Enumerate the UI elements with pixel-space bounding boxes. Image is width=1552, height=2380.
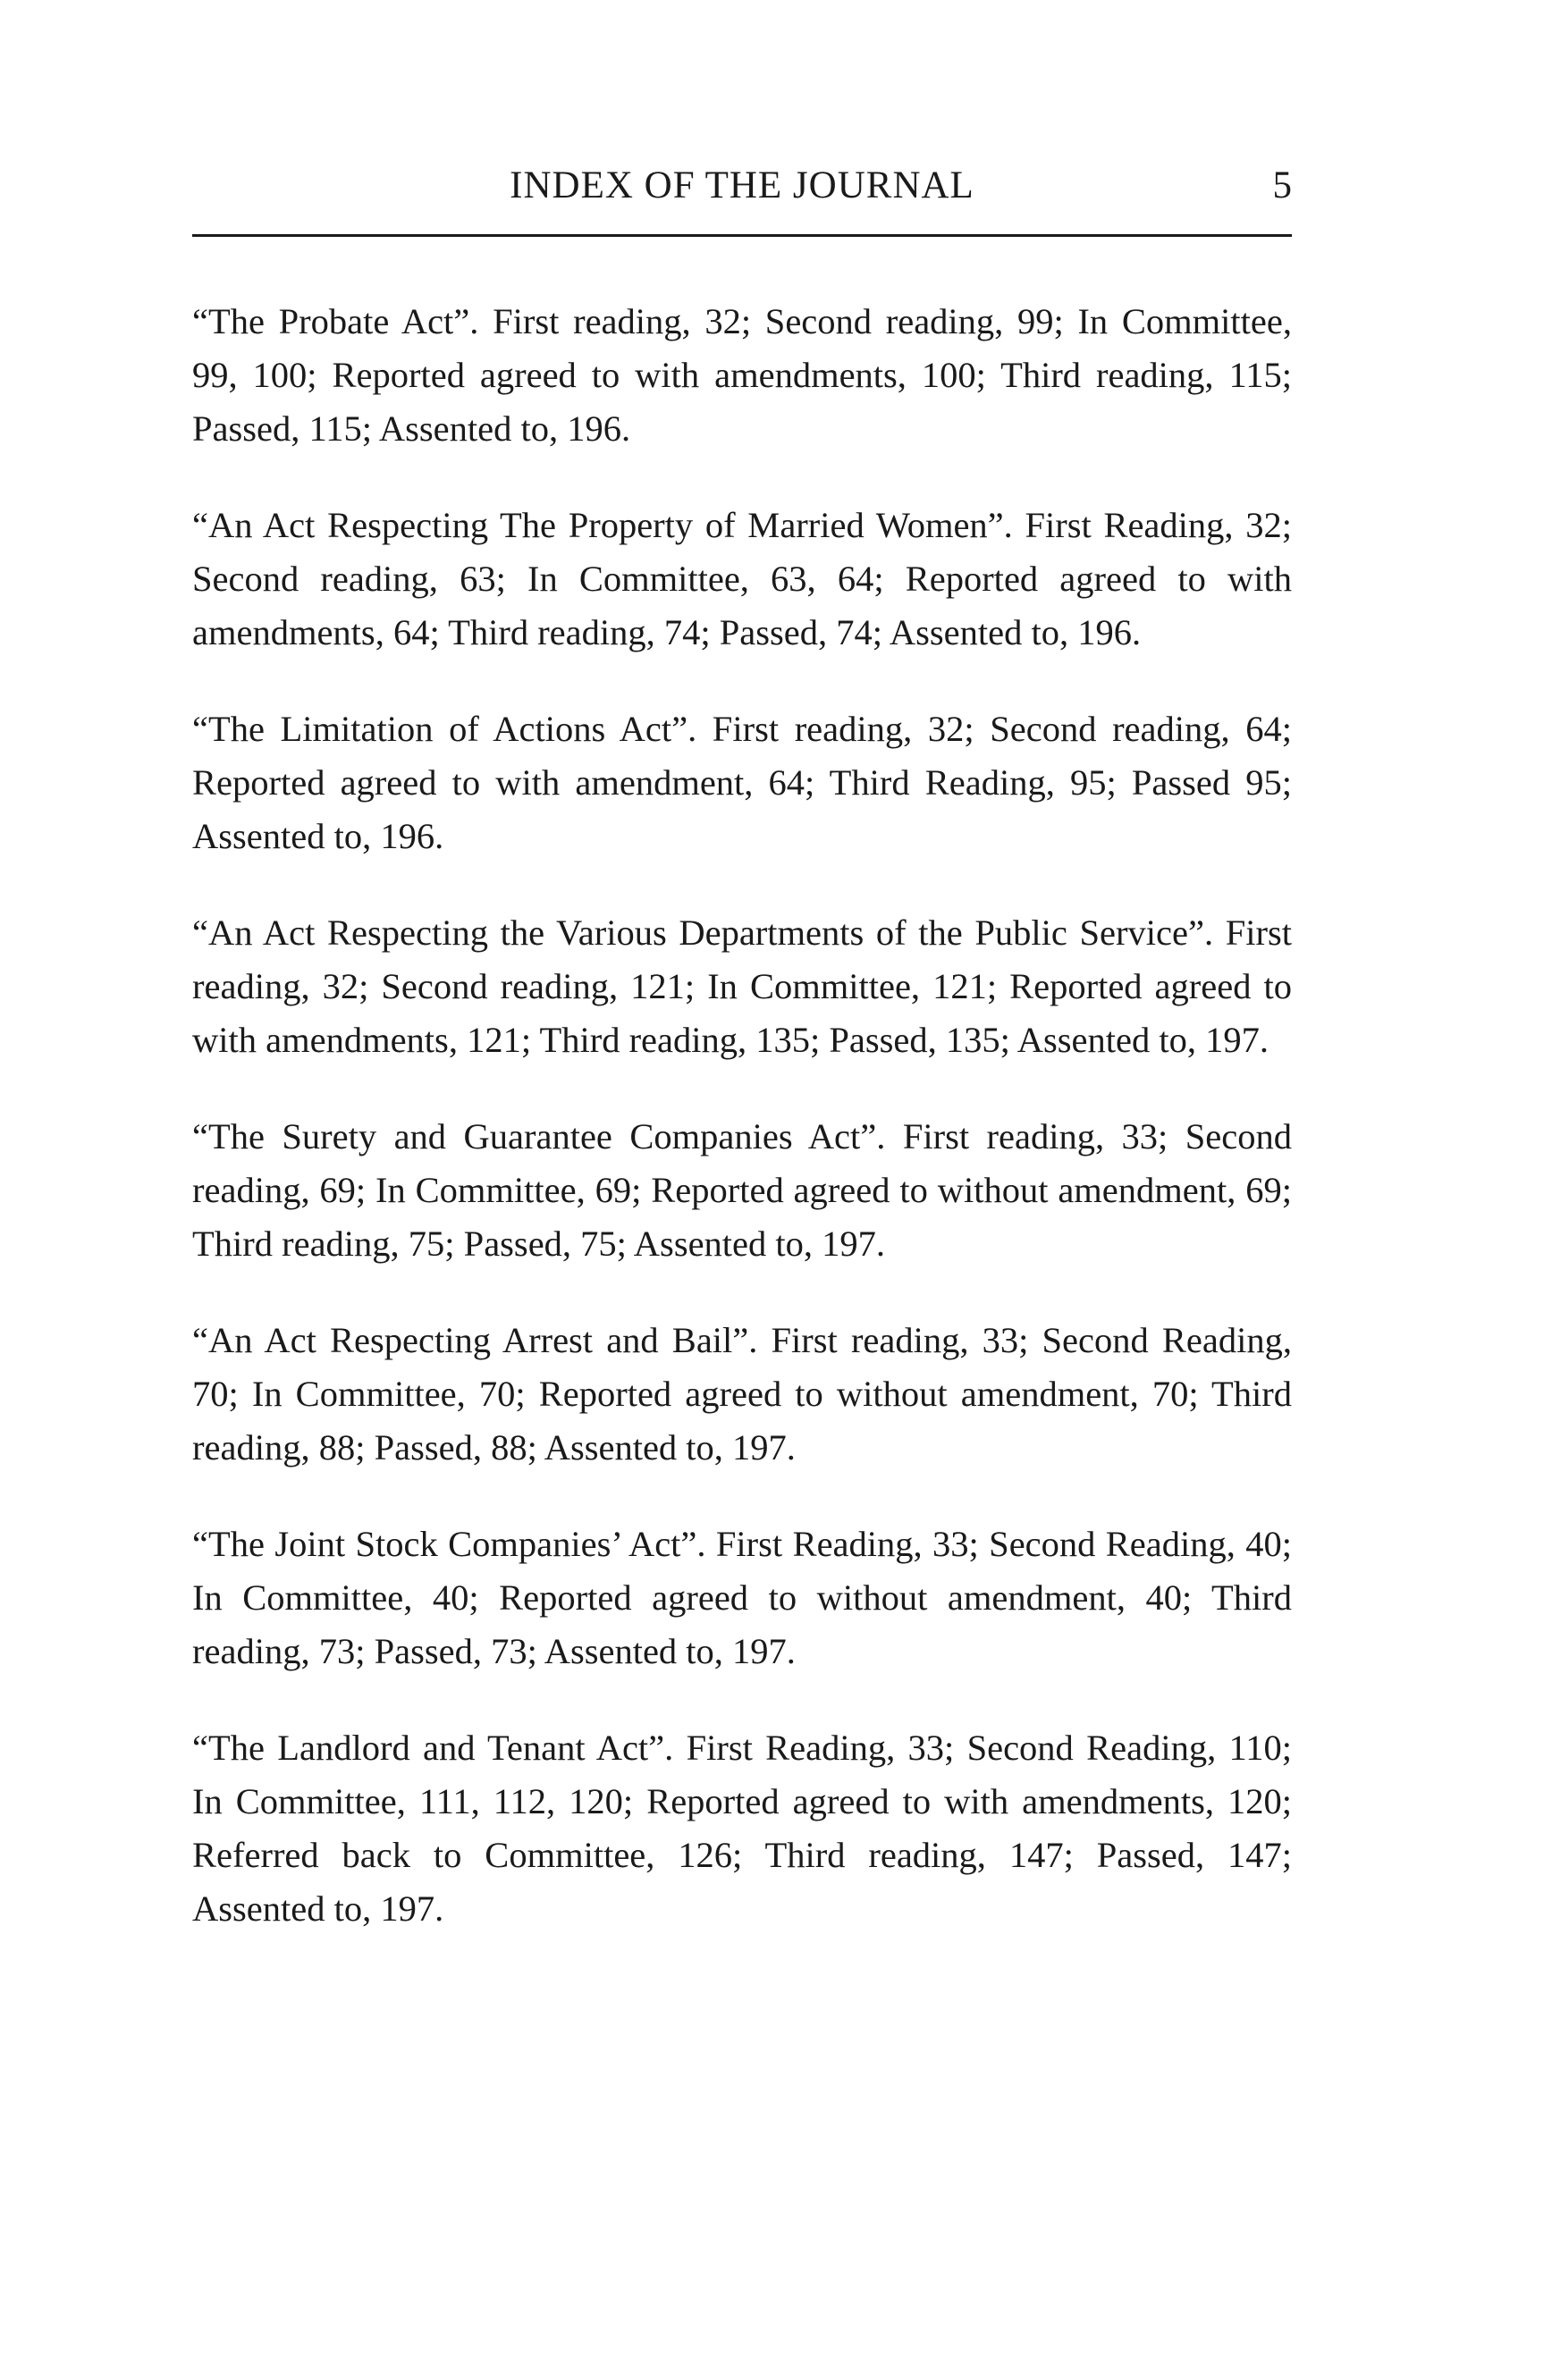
index-entry-joint-stock-companies: “The Joint Stock Companies’ Act”. First Reading, 33; Second Reading, 40; In Committee, 40; Reported agreed to without amendment, 40; Third reading, 73; Passed, 73; Assented to, 197. <box>192 1524 1292 1671</box>
page-title: INDEX OF THE JOURNAL <box>510 164 974 206</box>
index-entry-limitation-of-actions: “The Limitation of Actions Act”. First reading, 32; Second reading, 64; Reported agreed to with amendment, 64; Third Reading, 95; Passed 95; Assented to, 196. <box>192 709 1292 856</box>
header-rule <box>192 234 1292 237</box>
index-entry-probate-act: “The Probate Act”. First reading, 32; Second reading, 99; In Committee, 99, 100; Reported agreed to with amendments, 100; Third reading, 115; Passed, 115; Assented to, 196. <box>192 301 1292 449</box>
index-entry-arrest-and-bail: “An Act Respecting Arrest and Bail”. First reading, 33; Second Reading, 70; In Committee, 70; Reported agreed to without amendment, 70; Third reading, 88; Passed, 88; Assented to, 197. <box>192 1320 1292 1468</box>
running-head <box>192 159 1292 213</box>
index-entry-landlord-and-tenant: “The Landlord and Tenant Act”. First Reading, 33; Second Reading, 110; In Committee, 111, 112, 120; Reported agreed to with amendments, 120; Referred back to Committee, 126; Third reading, 147; Passed, 147; Assented to, 197. <box>192 1728 1292 1929</box>
index-entries <box>192 295 1292 1979</box>
index-entry-surety-guarantee-companies: “The Surety and Guarantee Companies Act”. First reading, 33; Second reading, 69; In Committee, 69; Reported agreed to without amendment, 69; Third reading, 75; Passed, 75; Assented to, 197. <box>192 1116 1292 1264</box>
index-entry-married-women-property: “An Act Respecting The Property of Married Women”. First Reading, 32; Second reading, 63; In Committee, 63, 64; Reported agreed to with amendments, 64; Third reading, 74; Passed, 74; Assented to, 196. <box>192 505 1292 652</box>
page-number: 5 <box>1272 164 1292 206</box>
index-entry-public-service-departments: “An Act Respecting the Various Departments of the Public Service”. First reading, 32; Second reading, 121; In Committee, 121; Reported agreed to with amendments, 121; Third reading, 135; Passed, 135; Assented to, 197. <box>192 912 1292 1060</box>
